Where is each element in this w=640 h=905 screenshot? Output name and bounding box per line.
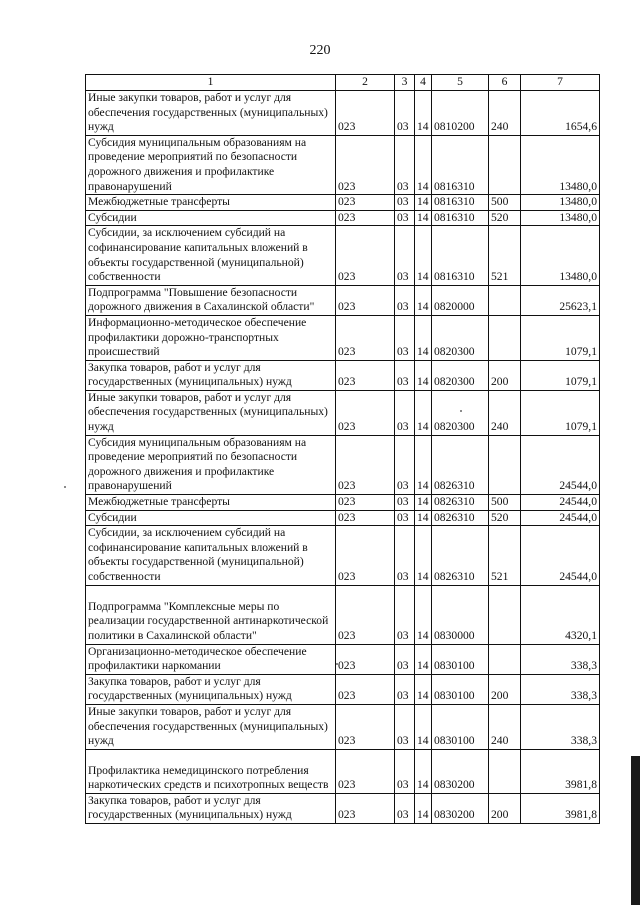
table-row xyxy=(86,585,600,644)
row-code-cell: 023 xyxy=(336,585,395,644)
table-row xyxy=(86,285,600,315)
scan-speck xyxy=(460,410,462,412)
table-body xyxy=(86,91,600,824)
table-row xyxy=(86,195,600,211)
row-expense-type-cell: 200 xyxy=(489,793,521,823)
scan-speck xyxy=(336,663,338,665)
row-amount-cell: 3981,8 xyxy=(521,749,600,793)
row-expense-type-cell: 200 xyxy=(489,360,521,390)
row-code-cell: 023 xyxy=(336,390,395,435)
row-target-cell: 0820300 xyxy=(432,390,489,435)
row-code-cell: 023 xyxy=(336,674,395,704)
row-name-cell: Межбюджетные трансферты xyxy=(86,495,336,511)
row-subsection-cell: 14 xyxy=(415,674,432,704)
row-target-cell: 0820300 xyxy=(432,360,489,390)
row-subsection-cell: 14 xyxy=(415,210,432,226)
row-section-cell: 03 xyxy=(395,226,415,285)
row-amount-cell: 13480,0 xyxy=(521,195,600,211)
row-code-cell: 023 xyxy=(336,510,395,526)
row-expense-type-cell xyxy=(489,435,521,494)
row-expense-type-cell: 520 xyxy=(489,510,521,526)
row-section-cell: 03 xyxy=(395,793,415,823)
row-section-cell: 03 xyxy=(395,285,415,315)
row-expense-type-cell xyxy=(489,285,521,315)
table-row xyxy=(86,91,600,136)
row-code-cell: 023 xyxy=(336,210,395,226)
row-amount-cell: 338,3 xyxy=(521,674,600,704)
table-row xyxy=(86,674,600,704)
row-subsection-cell: 14 xyxy=(415,495,432,511)
table-row xyxy=(86,495,600,511)
row-code-cell: 023 xyxy=(336,435,395,494)
row-amount-cell: 13480,0 xyxy=(521,135,600,194)
row-target-cell: 0826310 xyxy=(432,526,489,585)
row-name-cell: Межбюджетные трансферты xyxy=(86,195,336,211)
row-section-cell: 03 xyxy=(395,315,415,360)
row-expense-type-cell: 521 xyxy=(489,526,521,585)
row-amount-cell: 338,3 xyxy=(521,704,600,749)
budget-table xyxy=(85,74,600,824)
header-col-3: 3 xyxy=(395,75,415,91)
table-row xyxy=(86,793,600,823)
row-amount-cell: 13480,0 xyxy=(521,210,600,226)
scan-edge-bar xyxy=(631,756,640,905)
row-code-cell: 023 xyxy=(336,644,395,674)
row-target-cell: 0816310 xyxy=(432,226,489,285)
row-code-cell: 023 xyxy=(336,135,395,194)
row-section-cell: 03 xyxy=(395,674,415,704)
row-subsection-cell: 14 xyxy=(415,135,432,194)
row-code-cell: 023 xyxy=(336,360,395,390)
row-code-cell: 023 xyxy=(336,195,395,211)
row-amount-cell: 13480,0 xyxy=(521,226,600,285)
table-row xyxy=(86,315,600,360)
row-amount-cell: 24544,0 xyxy=(521,435,600,494)
row-amount-cell: 338,3 xyxy=(521,644,600,674)
row-name-cell: Субсидия муниципальным образованиям на проведение мероприятий по безопасности дорожного движения и профилактике правонарушений xyxy=(86,135,336,194)
row-target-cell: 0826310 xyxy=(432,510,489,526)
row-target-cell: 0816310 xyxy=(432,195,489,211)
row-subsection-cell: 14 xyxy=(415,526,432,585)
table-row xyxy=(86,226,600,285)
scan-speck xyxy=(64,486,66,488)
row-amount-cell: 1079,1 xyxy=(521,390,600,435)
row-target-cell: 0826310 xyxy=(432,435,489,494)
row-name-cell: Иные закупки товаров, работ и услуг для обеспечения государственных (муниципальных) нужд xyxy=(86,704,336,749)
row-name-cell: Субсидии xyxy=(86,510,336,526)
row-section-cell: 03 xyxy=(395,135,415,194)
row-section-cell: 03 xyxy=(395,210,415,226)
row-subsection-cell: 14 xyxy=(415,315,432,360)
row-section-cell: 03 xyxy=(395,526,415,585)
table-row xyxy=(86,526,600,585)
row-expense-type-cell: 500 xyxy=(489,195,521,211)
row-target-cell: 0826310 xyxy=(432,495,489,511)
row-section-cell: 03 xyxy=(395,644,415,674)
row-section-cell: 03 xyxy=(395,435,415,494)
row-expense-type-cell: 200 xyxy=(489,674,521,704)
table-row xyxy=(86,435,600,494)
header-col-2: 2 xyxy=(336,75,395,91)
row-subsection-cell: 14 xyxy=(415,226,432,285)
table-row xyxy=(86,510,600,526)
row-amount-cell: 1654,6 xyxy=(521,91,600,136)
row-amount-cell: 24544,0 xyxy=(521,495,600,511)
row-target-cell: 0830100 xyxy=(432,674,489,704)
row-expense-type-cell: 500 xyxy=(489,495,521,511)
row-name-cell: Закупка товаров, работ и услуг для государственных (муниципальных) нужд xyxy=(86,793,336,823)
row-name-cell: Организационно-методическое обеспечение профилактики наркомании xyxy=(86,644,336,674)
row-section-cell: 03 xyxy=(395,195,415,211)
row-subsection-cell: 14 xyxy=(415,435,432,494)
row-section-cell: 03 xyxy=(395,91,415,136)
row-code-cell: 023 xyxy=(336,226,395,285)
table-header-row xyxy=(86,75,600,91)
row-section-cell: 03 xyxy=(395,585,415,644)
row-expense-type-cell xyxy=(489,315,521,360)
row-expense-type-cell xyxy=(489,585,521,644)
row-subsection-cell: 14 xyxy=(415,285,432,315)
row-amount-cell: 24544,0 xyxy=(521,526,600,585)
table-row xyxy=(86,749,600,793)
table-row xyxy=(86,360,600,390)
row-subsection-cell: 14 xyxy=(415,360,432,390)
row-name-cell: Информационно-методическое обеспечение профилактики дорожно-транспортных происшествий xyxy=(86,315,336,360)
row-name-cell: Иные закупки товаров, работ и услуг для обеспечения государственных (муниципальных) нужд xyxy=(86,390,336,435)
row-subsection-cell: 14 xyxy=(415,644,432,674)
row-subsection-cell: 14 xyxy=(415,195,432,211)
row-target-cell: 0830200 xyxy=(432,749,489,793)
row-expense-type-cell: 240 xyxy=(489,91,521,136)
row-expense-type-cell: 520 xyxy=(489,210,521,226)
row-target-cell: 0816310 xyxy=(432,135,489,194)
row-subsection-cell: 14 xyxy=(415,91,432,136)
row-name-cell: Подпрограмма "Повышение безопасности дорожного движения в Сахалинской области" xyxy=(86,285,336,315)
row-code-cell: 023 xyxy=(336,793,395,823)
row-code-cell: 023 xyxy=(336,749,395,793)
row-code-cell: 023 xyxy=(336,704,395,749)
row-section-cell: 03 xyxy=(395,390,415,435)
row-subsection-cell: 14 xyxy=(415,793,432,823)
table-row xyxy=(86,704,600,749)
row-target-cell: 0830100 xyxy=(432,704,489,749)
header-col-5: 5 xyxy=(432,75,489,91)
row-name-cell: Субсидии xyxy=(86,210,336,226)
row-code-cell: 023 xyxy=(336,495,395,511)
row-name-cell: Подпрограмма "Комплексные меры по реализации государственной антинаркотической политики в Сахалинской области" xyxy=(86,585,336,644)
row-target-cell: 0820000 xyxy=(432,285,489,315)
row-subsection-cell: 14 xyxy=(415,510,432,526)
row-section-cell: 03 xyxy=(395,704,415,749)
row-expense-type-cell: 521 xyxy=(489,226,521,285)
row-target-cell: 0830100 xyxy=(432,644,489,674)
row-name-cell: Иные закупки товаров, работ и услуг для обеспечения государственных (муниципальных) нужд xyxy=(86,91,336,136)
row-section-cell: 03 xyxy=(395,360,415,390)
row-subsection-cell: 14 xyxy=(415,704,432,749)
row-expense-type-cell: 240 xyxy=(489,704,521,749)
row-subsection-cell: 14 xyxy=(415,390,432,435)
row-name-cell: Субсидия муниципальным образованиям на проведение мероприятий по безопасности дорожного движения и профилактике правонарушений xyxy=(86,435,336,494)
row-target-cell: 0816310 xyxy=(432,210,489,226)
row-section-cell: 03 xyxy=(395,510,415,526)
row-code-cell: 023 xyxy=(336,315,395,360)
row-expense-type-cell xyxy=(489,135,521,194)
row-name-cell: Профилактика немедицинского потребления наркотических средств и психотропных веществ xyxy=(86,749,336,793)
row-amount-cell: 24544,0 xyxy=(521,510,600,526)
table-row xyxy=(86,390,600,435)
row-target-cell: 0830000 xyxy=(432,585,489,644)
row-section-cell: 03 xyxy=(395,749,415,793)
row-name-cell: Закупка товаров, работ и услуг для государственных (муниципальных) нужд xyxy=(86,674,336,704)
row-code-cell: 023 xyxy=(336,285,395,315)
row-amount-cell: 4320,1 xyxy=(521,585,600,644)
header-col-1: 1 xyxy=(86,75,336,91)
row-target-cell: 0830200 xyxy=(432,793,489,823)
header-col-7: 7 xyxy=(521,75,600,91)
row-subsection-cell: 14 xyxy=(415,749,432,793)
row-section-cell: 03 xyxy=(395,495,415,511)
row-target-cell: 0820300 xyxy=(432,315,489,360)
table-row xyxy=(86,135,600,194)
header-col-4: 4 xyxy=(415,75,432,91)
row-code-cell: 023 xyxy=(336,91,395,136)
row-amount-cell: 1079,1 xyxy=(521,315,600,360)
page-number: 220 xyxy=(309,43,331,58)
row-expense-type-cell xyxy=(489,644,521,674)
table-row xyxy=(86,210,600,226)
row-name-cell: Субсидии, за исключением субсидий на софинансирование капитальных вложений в объекты государственной (муниципальной) собственности xyxy=(86,226,336,285)
row-amount-cell: 1079,1 xyxy=(521,360,600,390)
row-amount-cell: 3981,8 xyxy=(521,793,600,823)
table-row xyxy=(86,644,600,674)
header-col-6: 6 xyxy=(489,75,521,91)
row-expense-type-cell: 240 xyxy=(489,390,521,435)
row-expense-type-cell xyxy=(489,749,521,793)
row-amount-cell: 25623,1 xyxy=(521,285,600,315)
row-name-cell: Закупка товаров, работ и услуг для государственных (муниципальных) нужд xyxy=(86,360,336,390)
row-target-cell: 0810200 xyxy=(432,91,489,136)
row-subsection-cell: 14 xyxy=(415,585,432,644)
row-code-cell: 023 xyxy=(336,526,395,585)
row-name-cell: Субсидии, за исключением субсидий на софинансирование капитальных вложений в объекты государственной (муниципальной) собственности xyxy=(86,526,336,585)
